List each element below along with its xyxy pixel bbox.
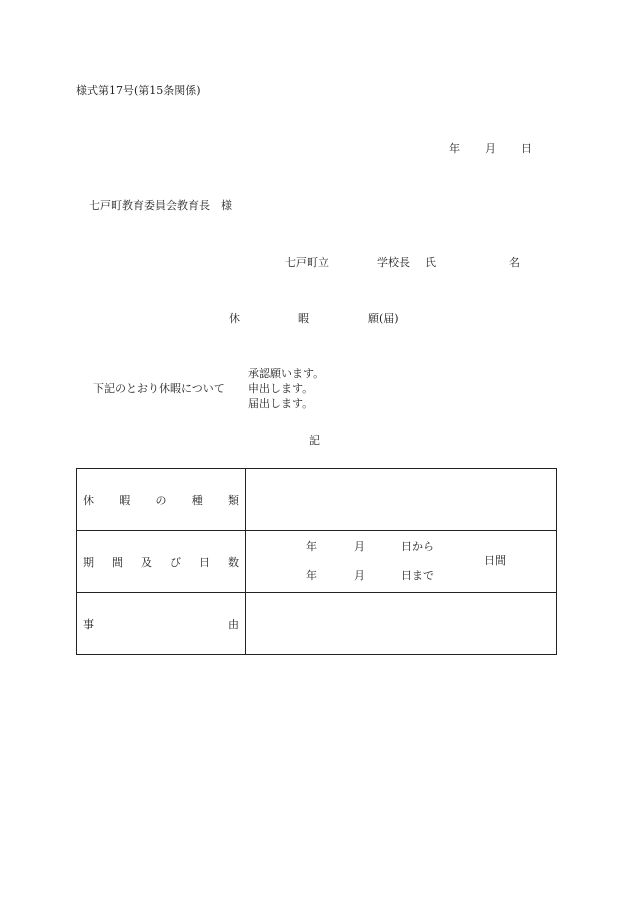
label-char: 由: [228, 617, 239, 631]
reason-label: [77, 593, 246, 655]
title-char-3: 願(届): [368, 312, 399, 325]
to-day: 日まで: [401, 569, 434, 582]
school-prefix: 七戸町立: [285, 256, 329, 269]
form-number: 様式第17号(第15条関係): [76, 84, 201, 97]
reason-field[interactable]: [246, 593, 557, 655]
date-year-char: 年: [449, 142, 460, 155]
leave-type-field[interactable]: [246, 469, 557, 531]
title-char-1: 休: [229, 312, 240, 325]
body-lead: 下記のとおり休暇について: [93, 382, 225, 395]
label-char: 類: [228, 493, 239, 507]
option-notify: 届出します。: [248, 397, 314, 410]
ki-marker: 記: [309, 434, 320, 447]
to-year: 年: [306, 569, 317, 582]
addressee: 七戸町教育委員会教育長 様: [89, 199, 232, 212]
period-label: [77, 531, 246, 593]
label-char: 種: [191, 493, 203, 507]
school-suffix: 学校長: [377, 256, 410, 269]
date-month-char: 月: [485, 142, 496, 155]
period-field[interactable]: [246, 531, 557, 593]
title-char-2: 暇: [298, 312, 309, 325]
label-char: 休: [83, 493, 94, 507]
table-row: [77, 469, 557, 531]
label-char: び: [170, 555, 181, 569]
name-label-first: 氏: [425, 256, 436, 269]
label-char: 日: [199, 555, 210, 569]
from-year: 年: [306, 540, 317, 553]
days-count: 日間: [484, 554, 506, 567]
from-month: 月: [354, 540, 365, 553]
label-char: 暇: [119, 493, 131, 507]
label-char: 間: [112, 555, 123, 569]
label-char: 及: [141, 555, 152, 569]
label-char: 期: [83, 555, 94, 569]
leave-table: [76, 468, 557, 655]
table-row: [77, 593, 557, 655]
table-row: [77, 531, 557, 593]
name-label-second: 名: [509, 256, 520, 269]
from-day: 日から: [401, 540, 434, 553]
label-char: 事: [83, 617, 94, 631]
option-approve: 承認願います。: [248, 367, 325, 380]
date-day-char: 日: [521, 142, 532, 155]
option-request: 申出します。: [248, 382, 314, 395]
leave-type-label: [77, 469, 246, 531]
label-char: の: [155, 493, 167, 507]
to-month: 月: [354, 569, 365, 582]
label-char: 数: [228, 555, 239, 569]
